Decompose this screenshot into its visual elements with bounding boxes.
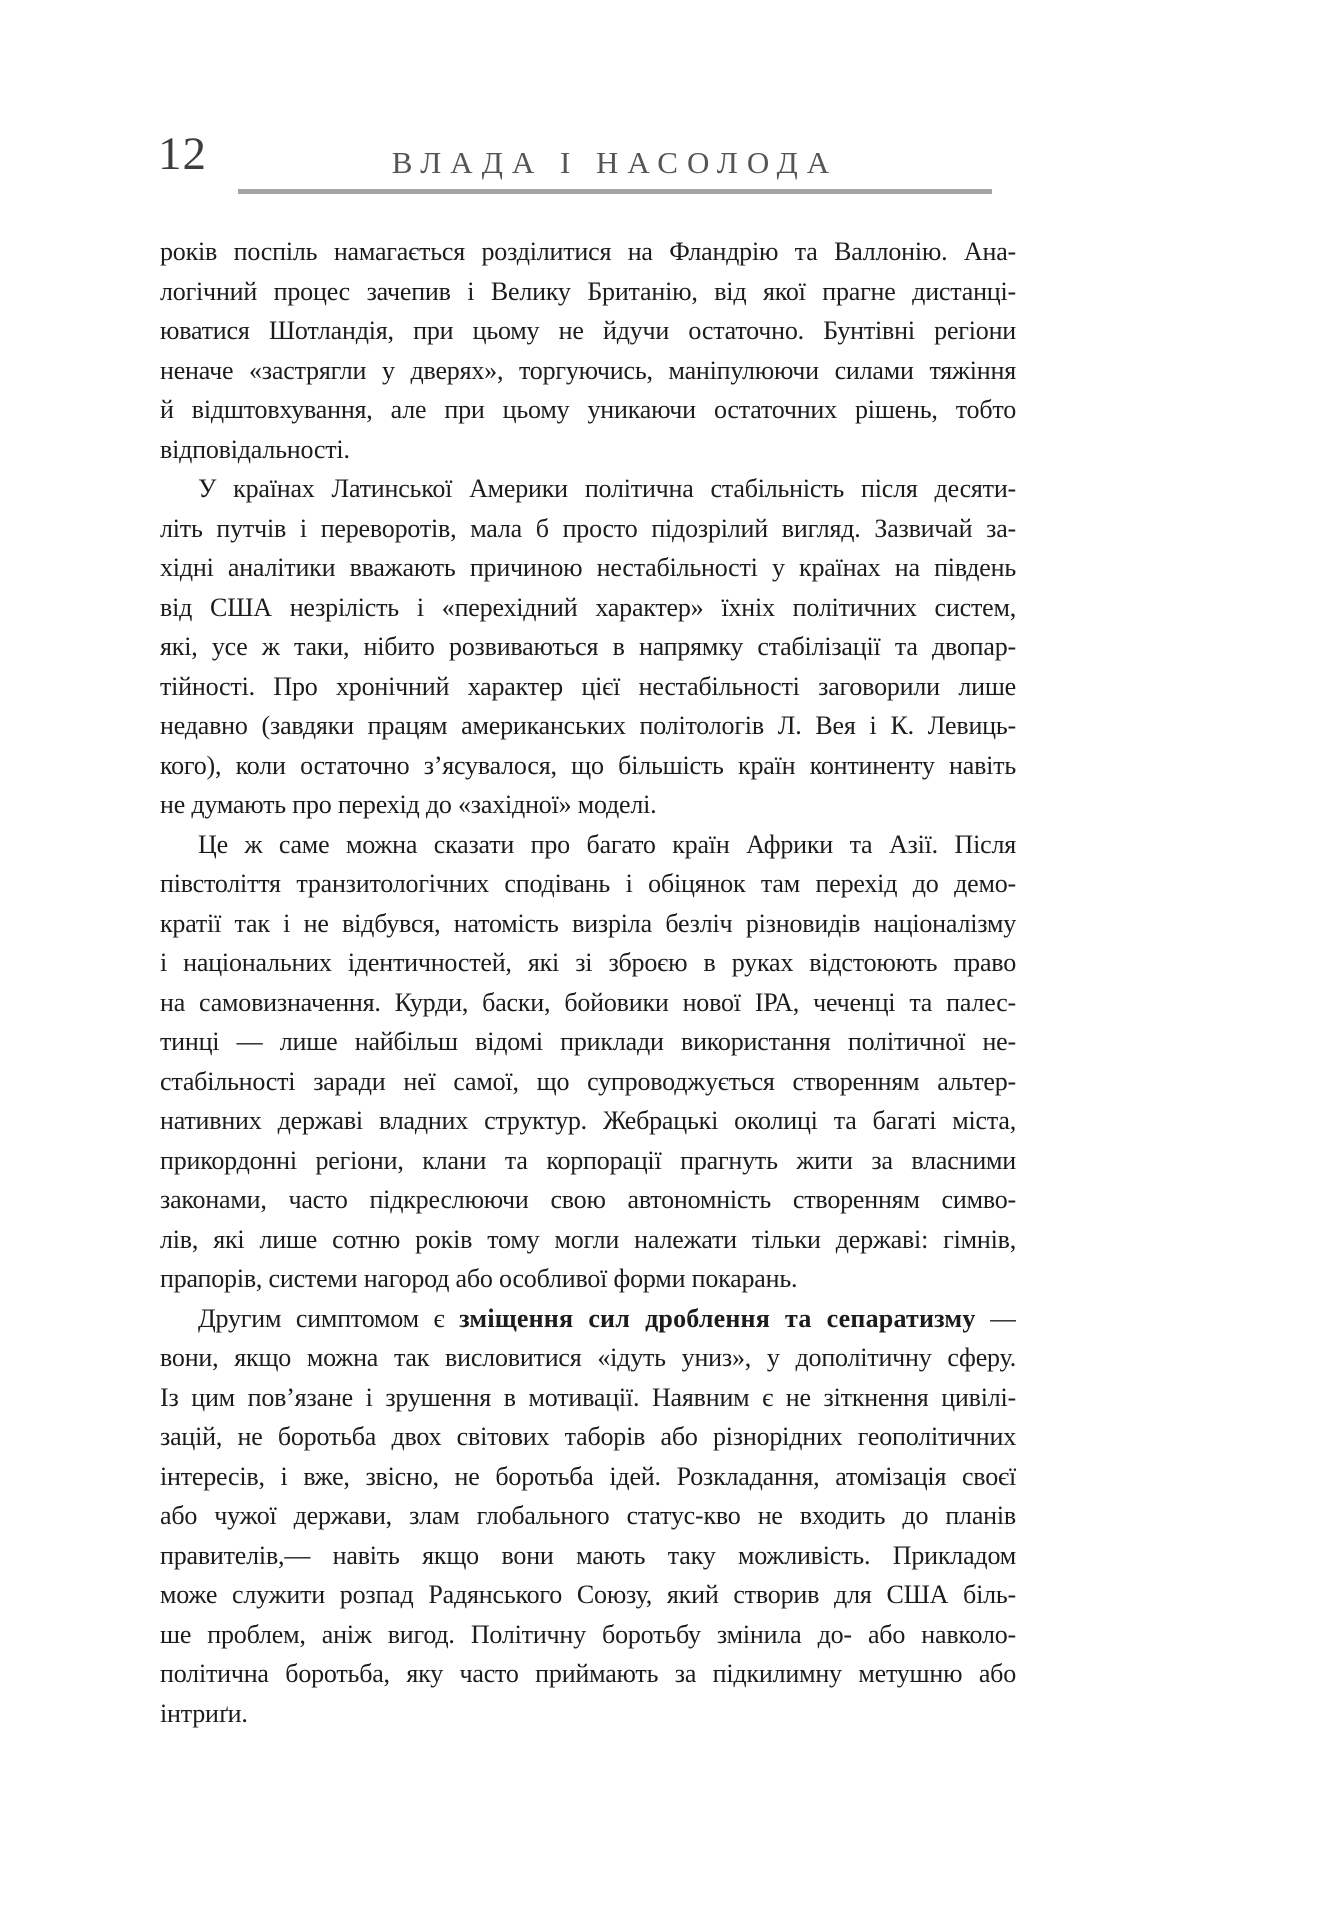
text-line: Це ж саме можна сказати про багато країн Африки та Азії. Після: [198, 829, 1016, 859]
text-line: недавно (завдяки працям американських політологів Л. Вея і К. Левиць-: [160, 711, 1016, 740]
text-line: правителів,— навіть якщо вони мають таку можливість. Прикладом: [160, 1540, 1016, 1570]
emphasized-text: зміщення сил дроблення та сепаратизму: [459, 1303, 976, 1333]
text-segment: —: [975, 1303, 1016, 1333]
text-line: років поспіль намагається розділитися на Фландрію та Валлонію. Ана-: [160, 237, 1016, 266]
text-line: від США незрілість і «перехідний характер» їхніх політичних систем,: [160, 592, 1016, 622]
header-rule: [238, 189, 992, 194]
text-line: юватися Шотландія, при цьому не йдучи остаточно. Бунтівні регіони: [160, 316, 1016, 345]
text-line: на самовизначення. Курди, баски, бойовики нової ІРА, чеченці та палес-: [160, 987, 1016, 1017]
text-line: законами, часто підкреслюючи свою автономність створенням симво-: [160, 1185, 1016, 1214]
text-line: зацій, не боротьба двох світових таборів або різнорідних геополітичних: [160, 1422, 1016, 1451]
text-line: нативних державі владних структур. Жебрацькі околиці та багаті міста,: [160, 1106, 1016, 1135]
text-line: стабільності заради неї самої, що супроводжується створенням альтер-: [160, 1066, 1016, 1096]
text-line: може служити розпад Радянського Союзу, який створив для США біль-: [160, 1580, 1016, 1609]
text-line: або чужої держави, злам глобального статус-кво не входить до планів: [160, 1501, 1016, 1530]
text-line: які, усе ж таки, нібито розвиваються в напрямку стабілізації та двопар-: [160, 632, 1016, 661]
text-line: і національних ідентичностей, які зі зброєю в руках відстоюють право: [160, 948, 1016, 977]
text-line: літь путчів і переворотів, мала б просто підозрілий вигляд. Зазвичай за-: [160, 513, 1016, 543]
text-line: Із цим пов’язане і зрушення в мотивації. Наявним є не зіткнення цивілі-: [160, 1382, 1016, 1412]
text-line: неначе «застрягли у дверях», торгуючись, маніпулюючи силами тяжіння: [160, 355, 1016, 385]
text-line: інтересів, і вже, звісно, не боротьба ідей. Розкладання, атомізація своєї: [160, 1461, 1016, 1491]
text-line: кого), коли остаточно з’ясувалося, що більшість країн континенту навіть: [160, 750, 1016, 780]
text-line: інтриґи.: [160, 1698, 248, 1728]
text-line: [160, 1299, 1016, 1339]
text-line: прикордонні регіони, клани та корпорації прагнуть жити за власними: [160, 1145, 1016, 1175]
text-line: логічний процес зачепив і Велику Британію, від якої прагне дистанці-: [160, 276, 1016, 306]
text-line: й відштовхування, але при цьому уникаючи остаточних рішень, тобто: [160, 395, 1016, 424]
text-line: хідні аналітики вважають причиною нестабільності у країнах на південь: [160, 553, 1016, 582]
text-line: відповідальності.: [160, 434, 350, 464]
text-line: кратії так і не відбувся, натомість визріла безліч різновидів націоналізму: [160, 908, 1016, 938]
text-body: [160, 232, 1016, 1733]
text-line: У країнах Латинської Америки політична стабільність після десяти-: [198, 474, 1016, 503]
text-line: політична боротьба, яку часто приймають за підкилимну метушню або: [160, 1659, 1016, 1688]
text-line: лів, які лише сотню років тому могли належати тільки державі: гімнів,: [160, 1224, 1016, 1254]
text-line: вони, якщо можна так висловитися «ідуть униз», у дополітичну сферу.: [160, 1343, 1016, 1372]
text-line: півстоліття транзитологічних сподівань і обіцянок там перехід до демо-: [160, 869, 1016, 898]
text-segment: Другим симптомом є: [198, 1303, 460, 1333]
running-header-title: ВЛАДА І НАСОЛОДА: [391, 145, 839, 180]
text-line: прапорів, системи нагород або особливої форми покарань.: [160, 1264, 798, 1293]
text-line: не думають про перехід до «західної» моделі.: [160, 790, 657, 819]
text-line: тійності. Про хронічний характер цієї нестабільності заговорили лише: [160, 671, 1016, 701]
text-line: ше проблем, аніж вигод. Політичну боротьбу змінила до- або навколо-: [160, 1619, 1016, 1649]
text-line: тинці — лише найбільш відомі приклади використання політичної не-: [160, 1027, 1016, 1056]
page-number: 12: [158, 128, 207, 180]
